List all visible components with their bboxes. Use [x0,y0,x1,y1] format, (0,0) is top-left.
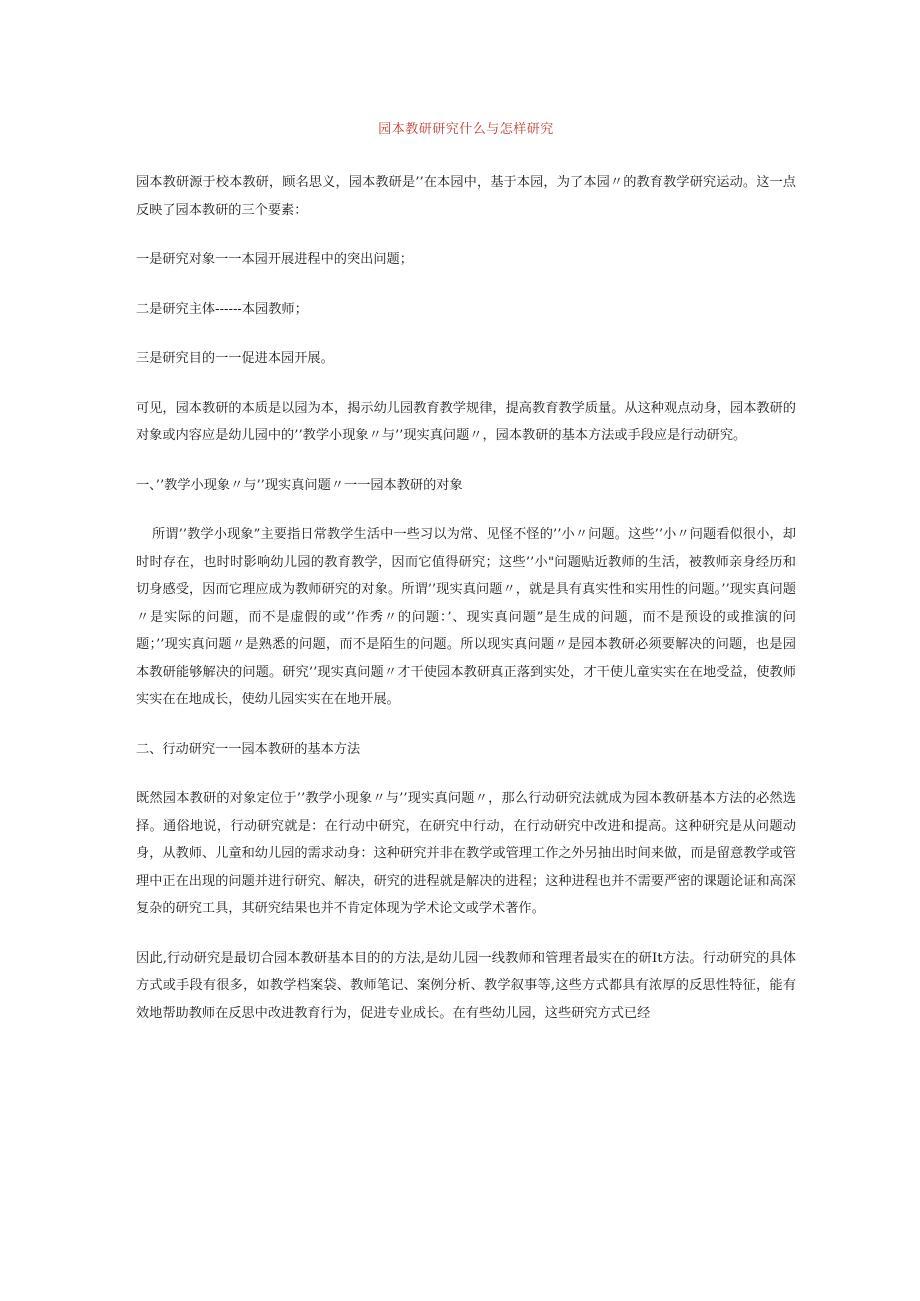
section-one-body: 所谓’’教学小现象”主要指日常教学生活中一些习以为常、见怪不怪的’’小〃问题。这些’’小〃问题看似很小，却时时存在，也时时影响幼儿园的教育教学，因而它值得研究；这些’’小"问题贴近教师的生活，被教师亲身经历和切身感受，因而它理应成为教师研究的对象。所谓’’现实真问题〃，就是具有真实性和实用性的问题。’’现实真问题〃是实际的问题，而不是虚假的或’’作秀〃的问题：’、现实真问题”是生成的问题，而不是预设的或推演的问题；’’现实真问题〃是熟悉的问题，而不是陌生的问题。所以现实真问题〃是园本教研必须要解决的问题，也是园本教研能够解决的问题。研究’’现实真问题〃才干使园本教研真正落到实处，才干使儿童实实在在地受益，使教师实实在在地成长，使幼儿园实实在在地开展。 [136,527,796,707]
section-two-heading: 二、行动研究一一园本教研的基本方法 [136,741,361,757]
document-page [136,118,796,1049]
document-title: 园本教研研究什么与怎样研究 [378,122,554,137]
point-two: 二是研究主体------本园教师； [136,301,308,317]
summary-paragraph: 可见，园本教研的本质是以园为本，揭示幼儿园教育教学规律，提高教育教学质量。从这种观点动身，园本教研的对象或内容应是幼儿园中的’’教学小现象〃与’’现实真问题〃，园本教研的基本方法或手段应是行动研究。 [136,400,796,443]
intro-paragraph: 园本教研源于校本教研，顾名思义，园本教研是’’在本园中，基于本园，为了本园〃的教育教学研究运动。这一点反映了园本教研的三个要素： [136,175,796,218]
section-two-body-one: 既然园本教研的对象定位于’’教学小现象〃与’’现实真问题〃，那么行动研究法就成为园本教研基本方法的必然选择。通俗地说，行动研究就是：在行动中研究，在研究中行动，在行动研究中改进和提高。这种研究是从问题动身，从教师、儿童和幼儿园的需求动身：这种研究并非在教学或管理工作之外另抽出时间来做，而是留意教学或管理中正在出现的问题并进行研究、解决，研究的进程就是解决的进程；这种进程也并不需要严密的课题论证和高深复杂的研究工具，其研究结果也并不肯定体现为学术论文或学术著作。 [136,791,796,916]
section-one-heading: 一、’’教学小现象〃与’’现实真问题〃一一园本教研的对象 [136,477,463,493]
point-three: 三是研究目的一一促进本园开展。 [136,351,334,366]
point-one: 一是研究对象一一本园开展进程中的突出问题； [136,252,413,267]
section-two-body-two: 因此,行动研究是最切合园本教研基本目的的方法,是幼儿园一线教师和管理者最实在的研It方法。行动研究的具体方式或手段有很多，如教学档案袋、教师笔记、案例分析、教学叙事等,这些方式都具有浓厚的反思性特征，能有效地帮助教师在反思中改进教育行为，促进专业成长。在有些幼儿园，这些研究方式已经 [136,950,796,1021]
